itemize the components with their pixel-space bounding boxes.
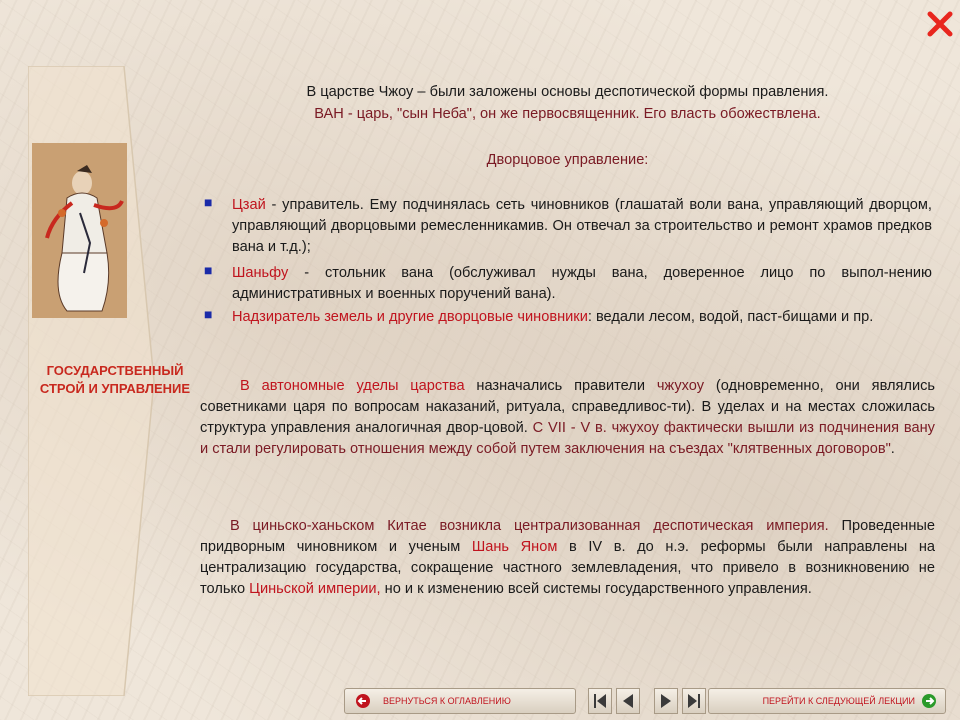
empire-term-qin: Циньской империи, [249, 581, 381, 597]
illustration-figure [32, 143, 127, 318]
intro-line-2: ВАН - царь, "сын Неба", он же первосвященник. Его власть обожествлена. [314, 106, 821, 122]
empire-text-1: Проведенные придворным чиновником и ученым [200, 518, 935, 555]
first-page-button[interactable] [588, 688, 612, 714]
next-lecture-button[interactable] [708, 688, 946, 714]
list-item-shanfu [232, 263, 932, 305]
last-page-icon [683, 689, 705, 713]
bullet-marker: ■ [204, 306, 213, 322]
bottom-nav [0, 686, 960, 720]
udely-lead: В автономные уделы царства [240, 378, 465, 394]
desc-shanfu: - стольник вана (обслуживал нужды вана, доверенное лицо по выпол-нению административных и военных поручений вана). [232, 265, 932, 302]
section-label: ГОСУДАРСТВЕННЫЙ СТРОЙ И УПРАВЛЕНИЕ [39, 363, 191, 396]
udely-text-4: . [890, 441, 895, 457]
next-page-button[interactable] [654, 688, 678, 714]
first-page-icon [589, 689, 611, 713]
empire-lead: В циньско-ханьском Китае возникла централизованная деспотическая империя. [230, 518, 829, 534]
paragraph-empire [200, 516, 935, 600]
next-page-icon [655, 689, 677, 713]
prev-page-button[interactable] [616, 688, 640, 714]
back-label: ВЕРНУТЬСЯ К ОГЛАВЛЕНИЮ [383, 696, 511, 706]
paragraph-udely [200, 376, 935, 460]
udely-text-3: С VII - V в. чжухоу фактически вышли из подчинения вану и стали регулировать отношения между собой путем заключения на съездах "клятвенных договоров" [200, 420, 935, 457]
list-item-tszay [232, 195, 932, 258]
empire-term-shan-yan: Шань Яном [471, 539, 558, 555]
udely-text-1: назначались правители [464, 378, 657, 394]
term-nadziratel: Надзиратель земель и другие дворцовые чиновники [232, 309, 588, 325]
back-arrow-icon [355, 693, 371, 709]
forward-arrow-icon [921, 693, 937, 709]
last-page-button[interactable] [682, 688, 706, 714]
palace-heading: Дворцовое управление: [486, 152, 649, 168]
prev-page-icon [617, 689, 639, 713]
bullet-marker: ■ [204, 262, 213, 278]
intro-line-1: В царстве Чжоу – были заложены основы деспотической формы правления. [306, 84, 829, 100]
close-button[interactable] [924, 8, 956, 40]
udely-term-chzhuhou: чжухоу [656, 378, 705, 394]
bullet-marker: ■ [204, 194, 213, 210]
back-to-contents-button[interactable] [344, 688, 576, 714]
term-tszay: Цзай [232, 197, 266, 213]
empire-text-2: в IV в. до н.э. реформы были направлены на централизацию государства, сокращение частного землевладения, что привело в возникновению не только [200, 539, 935, 597]
next-label: ПЕРЕЙТИ К СЛЕДУЮЩЕЙ ЛЕКЦИИ [762, 696, 915, 706]
close-icon [924, 8, 956, 40]
udely-text-2: (одновременно, они являлись советниками царя по вопросам наказаний, ритуала, справедливос-ти). В уделах и на местах сложилась структура управления аналогичная двор-цовой. [200, 378, 935, 436]
list-item-nadziratel [232, 307, 932, 328]
desc-tszay: - управитель. Ему подчинялась сеть чиновников (глашатай воли вана, управляющий дворцом, управляющий дворцовыми ремесленникамив. Он отвечал за строительство и ремонт храмов предков вана и т.д.); [232, 197, 932, 255]
desc-nadziratel: : ведали лесом, водой, паст-бищами и пр. [587, 309, 874, 325]
empire-text-3: но и к изменению всей системы государственного управления. [380, 581, 812, 597]
term-shanfu: Шаньфу [232, 265, 289, 281]
